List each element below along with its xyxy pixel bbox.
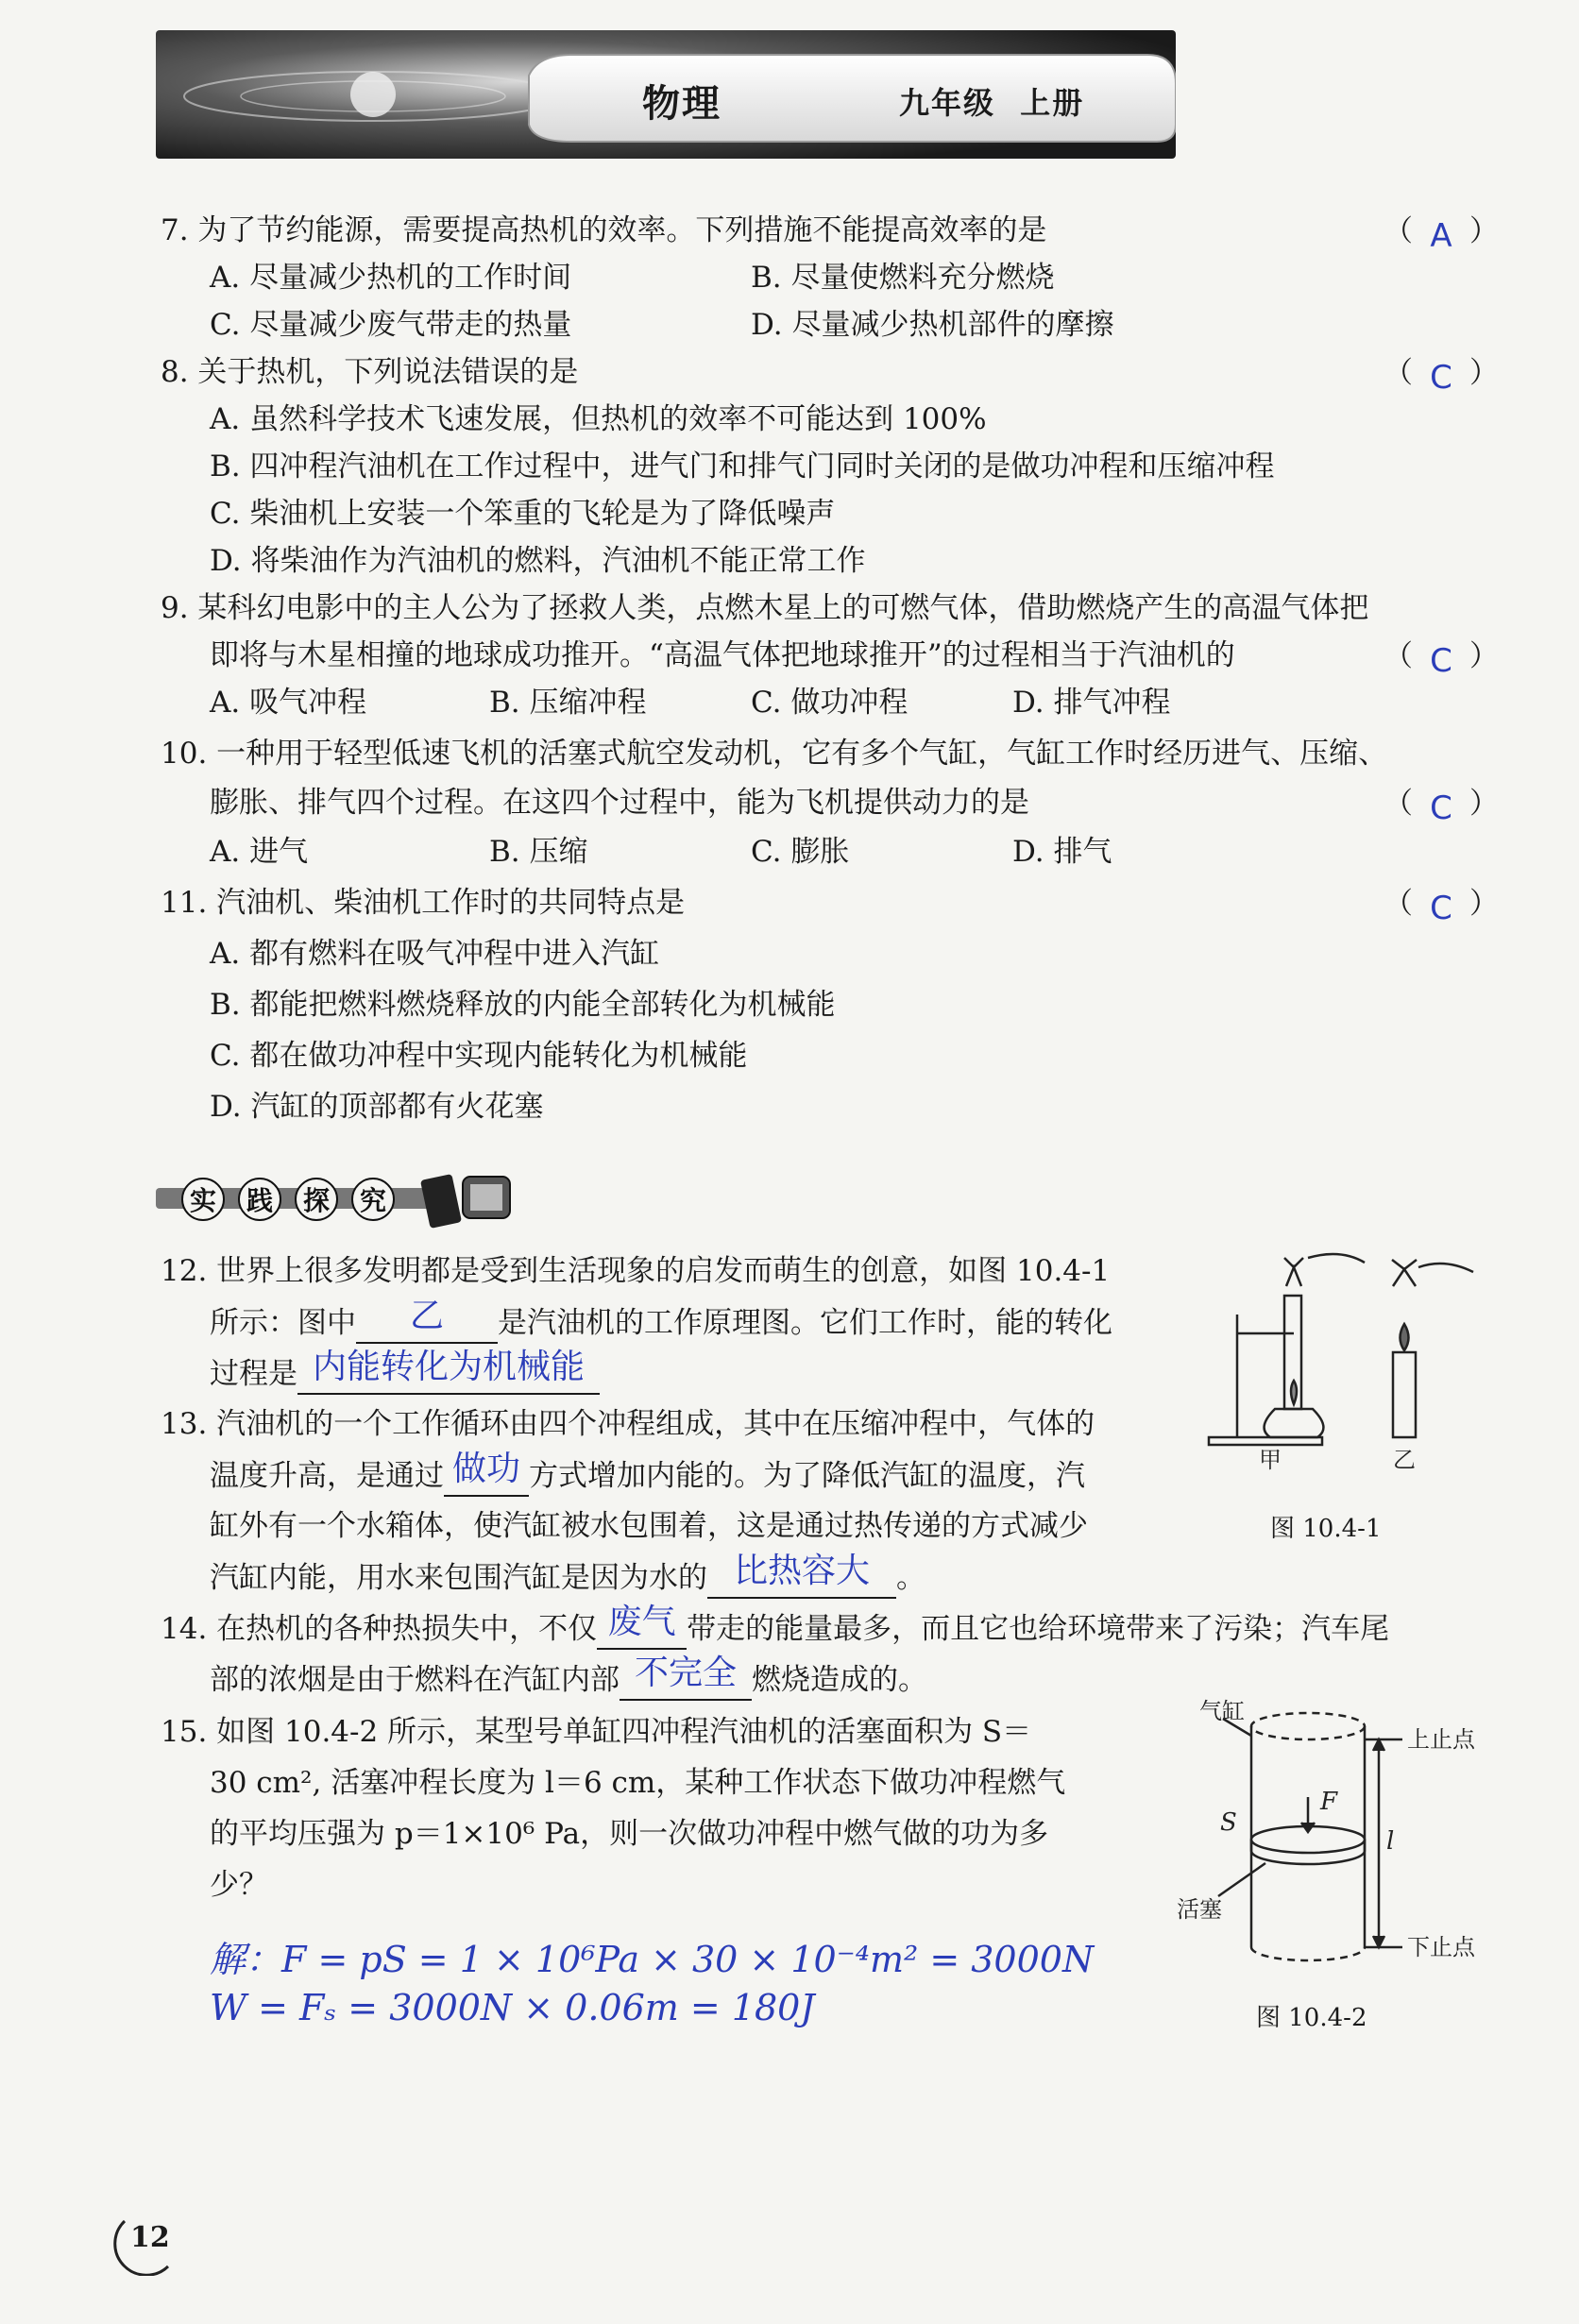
svg-text:践: 践 [246, 1185, 274, 1216]
q12-blank-1: 乙 [409, 1297, 444, 1335]
q13-line-4: 汽缸内能，用水来包围汽缸是因为水的 比热容大 。 [210, 1558, 925, 1599]
q13-line-1: 13. 汽油机的一个工作循环由四个冲程组成，其中在压缩冲程中，气体的 [161, 1407, 1095, 1441]
q8-answer-bracket: （ C ） [1384, 356, 1499, 397]
fig2-s-label: S [1220, 1808, 1237, 1837]
q9-option-b: B. 压缩冲程 [489, 686, 647, 720]
q8-option-c: C. 柴油机上安装一个笨重的飞轮是为了降低噪声 [210, 497, 836, 531]
q9-stem-2: 即将与木星相撞的地球成功推开。“高温气体把地球推开”的过程相当于汽油机的 [210, 638, 1235, 672]
q14-blank-2: 不完全 [634, 1654, 737, 1692]
q13-line-2: 温度升高，是通过 做功 方式增加内能的。为了降低汽缸的温度，汽 [210, 1456, 1085, 1497]
q8-stem: 8. 关于热机，下列说法错误的是 [161, 355, 579, 389]
q14-line-1: 14. 在热机的各种热损失中，不仅 废气 带走的能量最多，而且它也给环境带来了污染；汽车尾 [161, 1609, 1389, 1650]
q11-option-a: A. 都有燃料在吸气冲程中进入汽缸 [210, 937, 660, 971]
header-subject: 物理 [642, 81, 722, 126]
q9-option-c: C. 做功冲程 [751, 686, 908, 720]
q10-option-b: B. 压缩 [489, 835, 588, 869]
svg-text:探: 探 [302, 1185, 331, 1216]
q10-stem-1: 10. 一种用于轻型低速飞机的活塞式航空发动机，它有多个气缸，气缸工作时经历进气、压缩、 [161, 737, 1388, 771]
q10-option-d: D. 排气 [1012, 835, 1112, 869]
q7-option-d: D. 尽量减少热机部件的摩擦 [751, 308, 1114, 342]
fig2-f-label: F [1320, 1788, 1338, 1816]
q11-option-b: B. 都能把燃料燃烧释放的内能全部转化为机械能 [210, 988, 836, 1022]
q7-option-b: B. 尽量使燃料充分燃烧 [751, 261, 1055, 295]
q13-blank-2: 比热容大 [733, 1552, 870, 1590]
q11-stem: 11. 汽油机、柴油机工作时的共同特点是 [161, 886, 686, 920]
fig2-caption: 图 10.4-2 [1256, 2004, 1367, 2032]
q11-option-d: D. 汽缸的顶部都有火花塞 [210, 1090, 544, 1124]
q15-line-1: 15. 如图 10.4-2 所示，某型号单缸四冲程汽油机的活塞面积为 S＝ [161, 1715, 1032, 1749]
fig2-bottom-label: 下止点 [1407, 1934, 1475, 1960]
q12-line-1: 12. 世界上很多发明都是受到生活现象的启发而萌生的创意，如图 10.4-1 [161, 1254, 1111, 1288]
q9-option-a: A. 吸气冲程 [210, 686, 367, 720]
figure-10-4-1 [1199, 1248, 1483, 1475]
q12-blank-2: 内能转化为机械能 [312, 1348, 585, 1386]
page-number: 12 [130, 2221, 170, 2254]
section-banner [156, 1160, 524, 1235]
fig2-cylinder-label: 气缸 [1199, 1698, 1245, 1724]
fig1-caption: 图 10.4-1 [1270, 1515, 1382, 1543]
q8-option-b: B. 四冲程汽油机在工作过程中，进气门和排气门同时关闭的是做功冲程和压缩冲程 [210, 450, 1275, 483]
q10-option-c: C. 膨胀 [751, 835, 850, 869]
q7-option-a: A. 尽量减少热机的工作时间 [210, 261, 572, 295]
q15-line-3: 的平均压强为 p＝1×10⁶ Pa，则一次做功冲程中燃气做的功为多 [210, 1817, 1049, 1851]
q9-stem-1: 9. 某科幻电影中的主人公为了拯救人类，点燃木星上的可燃气体，借助燃烧产生的高温气体把 [161, 591, 1369, 625]
q10-stem-2: 膨胀、排气四个过程。在这四个过程中，能为飞机提供动力的是 [210, 786, 1029, 820]
q9-answer-bracket: （ C ） [1384, 639, 1499, 680]
q9-answer: C [1430, 642, 1452, 680]
q10-option-a: A. 进气 [210, 835, 309, 869]
q14-line-2: 部的浓烟是由于燃料在汽缸内部 不完全 燃烧造成的。 [210, 1660, 927, 1701]
q15-solution-2: W = Fₛ = 3000N × 0.06m = 180J [210, 1987, 815, 2028]
q14-blank-1: 废气 [607, 1603, 676, 1641]
q12-line-3: 过程是 内能转化为机械能 [210, 1354, 600, 1395]
header-grade: 九年级 上册 [899, 85, 1085, 121]
q11-answer: C [1430, 890, 1452, 927]
svg-text:实: 实 [189, 1185, 217, 1216]
q13-line-3: 缸外有一个水箱体，使汽缸被水包围着，这是通过热传递的方式减少 [210, 1509, 1088, 1543]
fig2-top-label: 上止点 [1407, 1726, 1475, 1753]
q8-option-d: D. 将柴油作为汽油机的燃料，汽油机不能正常工作 [210, 544, 866, 578]
q15-line-2: 30 cm², 活塞冲程长度为 l＝6 cm，某种工作状态下做功冲程燃气 [210, 1766, 1066, 1800]
q15-line-4: 少？ [210, 1868, 268, 1902]
q10-answer: C [1430, 789, 1452, 827]
q9-option-d: D. 排气冲程 [1012, 686, 1171, 720]
q11-answer-bracket: （ C ） [1384, 887, 1499, 927]
fig2-piston-label: 活塞 [1177, 1896, 1222, 1923]
fig1-label-b: 乙 [1393, 1447, 1416, 1473]
q12-line-2: 所示：图中 乙 是汽油机的工作原理图。它们工作时，能的转化 [210, 1303, 1112, 1344]
q7-answer-bracket: （ A ） [1384, 214, 1499, 255]
q13-blank-1: 做功 [451, 1450, 520, 1488]
q8-answer: C [1430, 359, 1452, 397]
q8-option-a: A. 虽然科学技术飞速发展，但热机的效率不可能达到 100% [210, 402, 987, 436]
q15-solution-1: 解：F = pS = 1 × 10⁶Pa × 30 × 10⁻⁴m² = 3000N [210, 1939, 1095, 1980]
q7-answer: A [1430, 217, 1452, 255]
q10-answer-bracket: （ C ） [1384, 787, 1499, 827]
svg-text:究: 究 [359, 1185, 387, 1216]
q7-stem: 7. 为了节约能源，需要提高热机的效率。下列措施不能提高效率的是 [161, 213, 1047, 247]
fig1-label-a: 甲 [1259, 1447, 1282, 1473]
q7-option-c: C. 尽量减少废气带走的热量 [210, 308, 572, 342]
fig2-l-label: l [1386, 1827, 1395, 1856]
figure-10-4-2 [1171, 1698, 1492, 1991]
q11-option-c: C. 都在做功冲程中实现内能转化为机械能 [210, 1039, 748, 1073]
